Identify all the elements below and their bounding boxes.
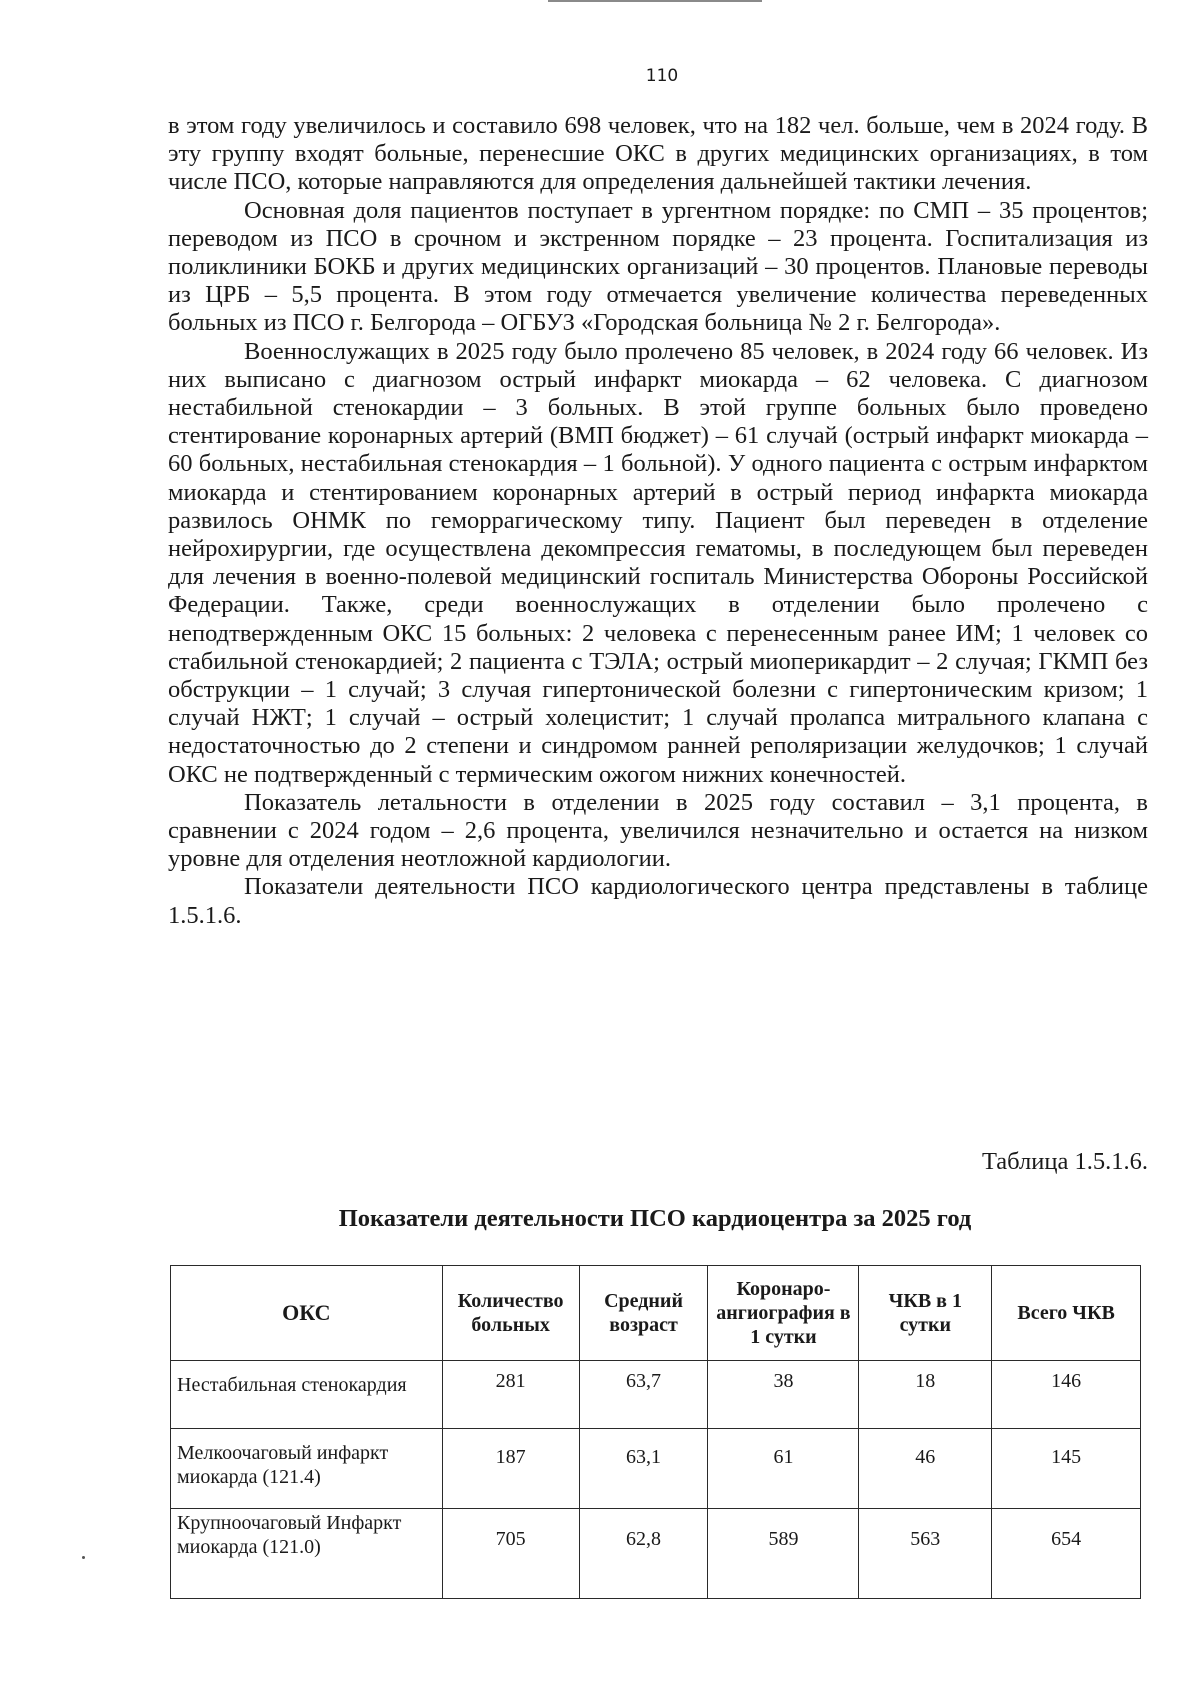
- table-cell: 563: [859, 1509, 992, 1599]
- table-cell: 62,8: [579, 1509, 708, 1599]
- row-label-cell: Нестабильная стенокардия: [171, 1361, 443, 1429]
- table-cell: 281: [442, 1361, 579, 1429]
- table-cell: 63,1: [579, 1429, 708, 1509]
- table-cell: 654: [992, 1509, 1141, 1599]
- table-title: Показатели деятельности ПСО кардиоцентра за 2025 год: [338, 1205, 972, 1232]
- table-cell: 705: [442, 1509, 579, 1599]
- header-cell: Всего ЧКВ: [992, 1266, 1141, 1361]
- page-number: 110: [645, 66, 679, 86]
- table-cell: 61: [708, 1429, 859, 1509]
- row-label-cell: Крупноочаговый Инфаркт миокарда (121.0): [171, 1509, 443, 1599]
- header-cell: Коронаро-ангиография в 1 сутки: [708, 1266, 859, 1361]
- table-caption: Таблица 1.5.1.6.: [981, 1148, 1148, 1175]
- table-row: [171, 1509, 1141, 1599]
- table-cell: 187: [442, 1429, 579, 1509]
- table-header-row: [171, 1266, 1141, 1361]
- paragraph: Основная доля пациентов поступает в ургентном порядке: по СМП – 35 процентов; переводом из ПСО в срочном и экстренном порядке – 23 процента. Госпитализация из поликлиники БОКБ и других медицинских организаций – 30 процентов. Плановые переводы из ЦРБ – 5,5 процента. В этом году отмечается увеличение количества переведенных больных из ПСО г. Белгорода – ОГБУЗ «Городская больница № 2 г. Белгорода».: [168, 196, 1148, 337]
- table-row: [171, 1361, 1141, 1429]
- table-cell: 145: [992, 1429, 1141, 1509]
- paragraph: в этом году увеличилось и составило 698 человек, что на 182 чел. больше, чем в 2024 году. В эту группу входят больные, перенесшие ОКС в других медицинских организациях, в том числе ПСО, которые направляются для определения дальнейшей тактики лечения.: [168, 112, 1148, 196]
- table-cell: 63,7: [579, 1361, 708, 1429]
- header-cell: ОКС: [171, 1266, 443, 1361]
- table-cell: 18: [859, 1361, 992, 1429]
- header-cell: Средний возраст: [579, 1266, 708, 1361]
- header-cell: Количество больных: [442, 1266, 579, 1361]
- paragraph: Военнослужащих в 2025 году было пролечено 85 человек, в 2024 году 66 человек. Из них выписано с диагнозом острый инфаркт миокарда – 62 человека. С диагнозом нестабильной стенокардии – 3 больных. В этой группе больных было проведено стентирование коронарных артерий (ВМП бюджет) – 61 случай (острый инфаркт миокарда – 60 больных, нестабильная стенокардия – 1 больной). У одного пациента с острым инфарктом миокарда и стентированием коронарных артерий в острый период инфаркта миокарда развилось ОНМК по геморрагическому типу. Пациент был переведен в отделение нейрохирургии, где осуществлена декомпрессия гематомы, в последующем был переведен для лечения в военно-полевой медицинский госпиталь Министерства Обороны Российской Федерации. Также, среди военнослужащих в отделении было пролечено с неподтвержденным ОКС 15 больных: 2 человека с перенесенным ранее ИМ; 1 человек со стабильной стенокардией; 2 пациента с ТЭЛА; острый миоперикардит – 2 случая; ГКМП без обструкции – 1 случай; 3 случая гипертонической болезни с гипертоническим кризом; 1 случай НЖТ; 1 случай – острый холецистит; 1 случай пролапса митрального клапана с недостаточностью до 2 степени и синдромом ранней реполяризации желудочков; 1 случай ОКС не подтвержденный с термическим ожогом нижних конечностей.: [168, 337, 1148, 788]
- body-text: [168, 112, 1148, 930]
- table-cell: 589: [708, 1509, 859, 1599]
- table-cell: 46: [859, 1429, 992, 1509]
- table-row: [171, 1429, 1141, 1509]
- paragraph: Показатели деятельности ПСО кардиологического центра представлены в таблице 1.5.1.6.: [168, 873, 1148, 929]
- paragraph: Показатель летальности в отделении в 2025 году составил – 3,1 процента, в сравнении с 2024 годом – 2,6 процента, увеличился незначительно и остается на низком уровне для отделения неотложной кардиологии.: [168, 788, 1148, 873]
- header-cell: ЧКВ в 1 сутки: [859, 1266, 992, 1361]
- table-cell: 146: [992, 1361, 1141, 1429]
- table-cell: 38: [708, 1361, 859, 1429]
- row-label-cell: Мелкоочаговый инфаркт миокарда (121.4): [171, 1429, 443, 1509]
- top-rule: [548, 0, 762, 2]
- stats-table: [170, 1265, 1141, 1599]
- scan-speck: [82, 1556, 85, 1559]
